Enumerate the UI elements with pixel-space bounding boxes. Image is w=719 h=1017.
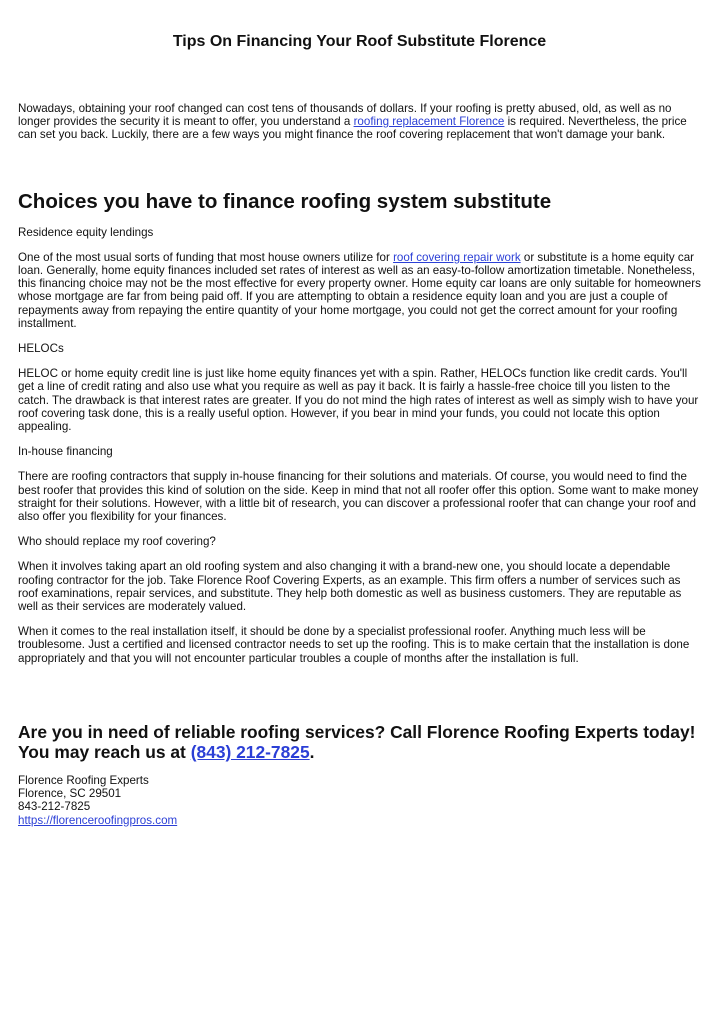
article-body	[18, 102, 702, 827]
cta-heading	[18, 722, 702, 762]
who-paragraph-2: When it comes to the real installation itself, it should be done by a specialist professional roofer. Anything much less will be troublesome. Just a certified and licensed contractor needs to set up the roofing. This is to make certain that the installation is done appropriately and that you will not encounter particular troubles a couple of months after the installation is full.	[18, 625, 690, 665]
website-line	[18, 814, 702, 827]
home-equity-label: Residence equity lendings	[18, 225, 154, 239]
helocs-paragraph: HELOC or home equity credit line is just like home equity finances yet with a spin. Rather, HELOCs function like credit cards. You'll get a line of credit rating and also use what you require as well as pay it back. It is fairly a hassle-free choice till you listen to the catch. The drawback is that interest rates are greater. If you do not mind the high rates of interest as well as simply wish to have your roof covering task done, this is a really useful option. However, if you bear in mind your funds, you could not locate this option appealing.	[18, 367, 699, 434]
helocs-label: HELOCs	[18, 342, 64, 356]
roofing-replacement-link[interactable]: roofing replacement Florence	[353, 115, 505, 129]
contact-block	[18, 774, 702, 827]
company-name: Florence Roofing Experts	[18, 773, 149, 787]
who-label: Who should replace my roof covering?	[18, 535, 216, 549]
company-phone: 843-212-7825	[18, 800, 91, 814]
inhouse-label: In-house financing	[18, 445, 113, 459]
company-address: Florence, SC 29501	[18, 787, 122, 801]
inhouse-paragraph: There are roofing contractors that supply in-house financing for their solutions and materials. Of course, you would need to find the best roofer that provides this kind of solution on the side. Keep in mind that not all roofer offer this option. Some want to make money straight for their solutions. However, with a little bit of research, you can discover a professional roofer that can change your roof and also offer you flexibility for your finances.	[18, 470, 699, 524]
intro-paragraph	[18, 102, 702, 142]
website-link[interactable]: https://florenceroofingpros.com	[18, 813, 178, 827]
who-paragraph-1: When it involves taking apart an old roofing system and also changing it with a brand-new one, you should locate a dependable roofing contractor for the job. Take Florence Roof Covering Experts, as an example. This firm offers a number of services such as roof examinations, repair services, and substitute. They help both domestic as well as business customers. They are reputable as well as their services are moderately valued.	[18, 560, 682, 614]
section-heading: Choices you have to finance roofing system substitute	[18, 189, 552, 213]
home-equity-text-start: One of the most usual sorts of funding that most house owners utilize for	[18, 250, 394, 264]
cta-period: .	[309, 741, 315, 762]
home-equity-text-end: or substitute is a home equity car loan. Generally, home equity finances included set rates of interest as well as an easy-to-follow amortization timetable. Nonetheless, this financing choice may not be the most effective for every property owner. Home equity car loans are only suitable for homeowners whose mortgage are far from being paid off. If you are attempting to obtain a residence equity loan and you are just a couple of repayments away from repaying the entire quantity of your home mortgage, you could not get the correct amount for your roofing installment.	[18, 250, 701, 330]
phone-link[interactable]: (843) 212-7825	[190, 741, 310, 762]
page-title: Tips On Financing Your Roof Substitute Florence	[172, 33, 547, 50]
cta-text: Are you in need of reliable roofing services? Call Florence Roofing Experts today! You may reach us at	[18, 721, 696, 762]
roof-repair-link[interactable]: roof covering repair work	[393, 250, 521, 264]
intro-text-start: Nowadays, obtaining your roof changed can cost tens of thousands of dollars. If your roofing is pretty abused, old, as well as no longer provides the security it is meant to offer, you understand a	[18, 102, 672, 129]
intro-text-end: is required. Nevertheless, the price can set you back. Luckily, there are a few ways you might finance the roof covering replacement that won't damage your bank.	[18, 115, 687, 142]
home-equity-paragraph	[18, 251, 702, 330]
